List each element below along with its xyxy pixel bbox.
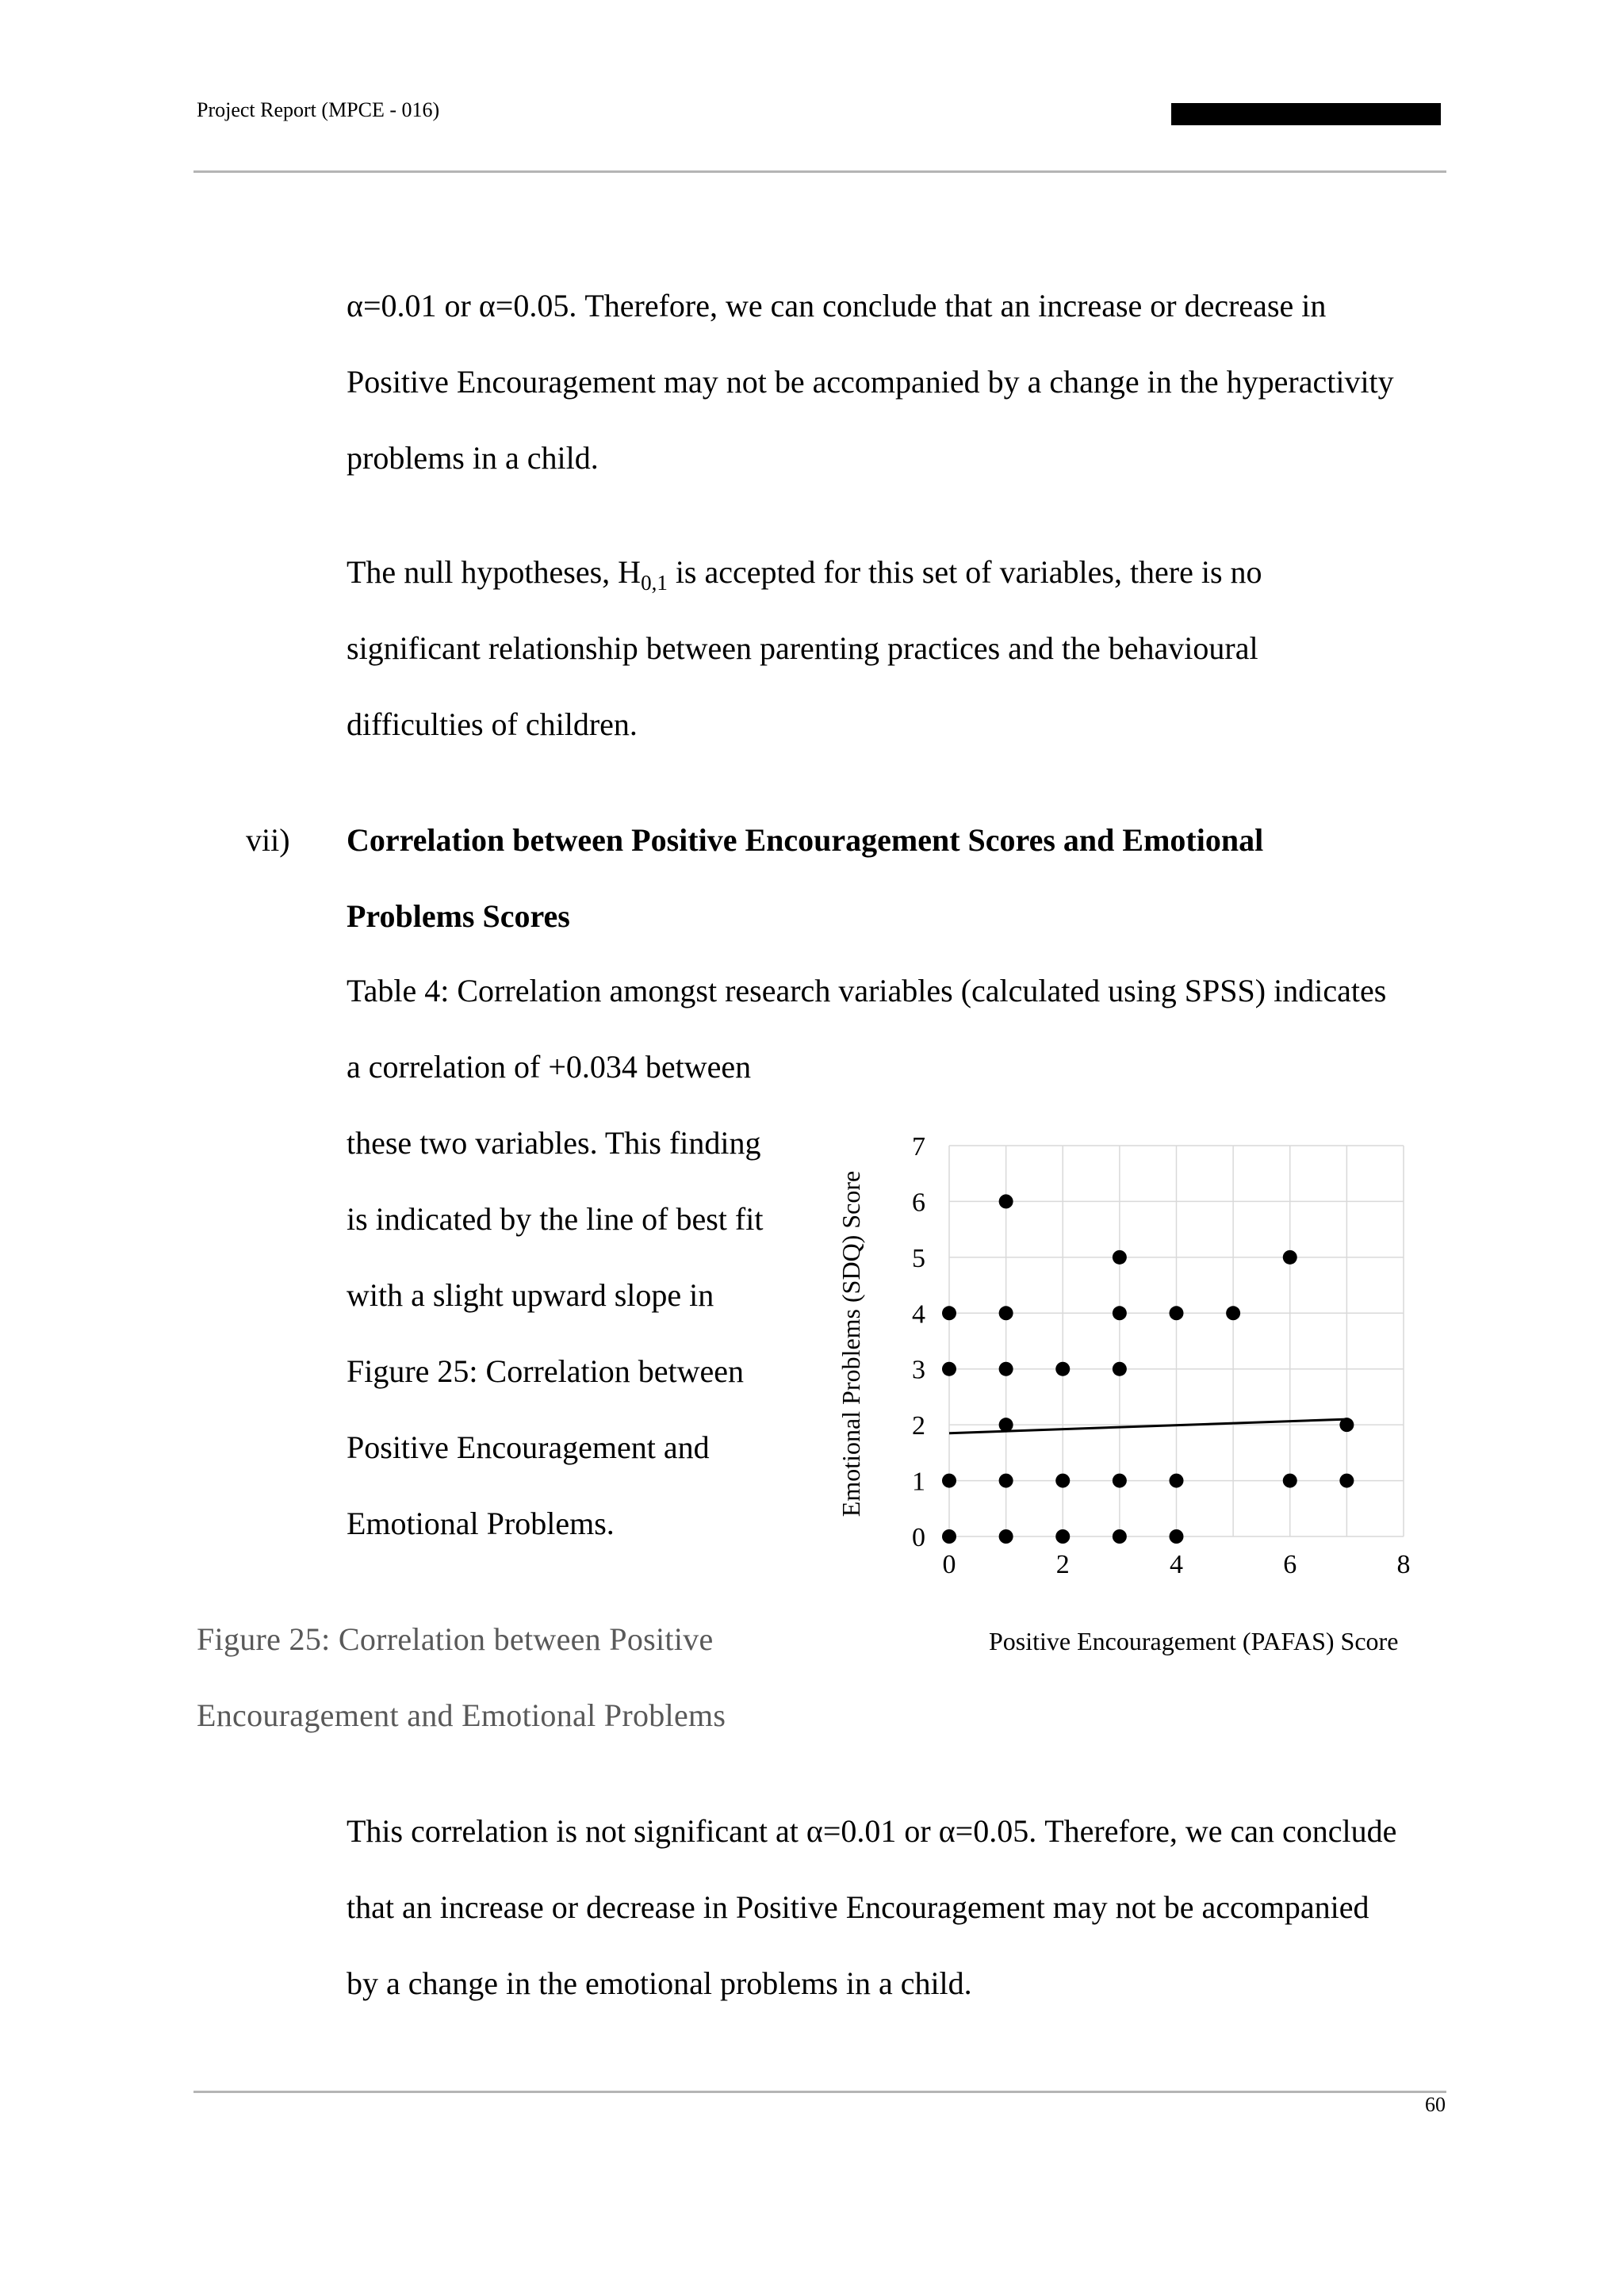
body-line-3: these two variables. This finding (347, 1125, 761, 1161)
data-point (1170, 1529, 1184, 1544)
data-point (1113, 1362, 1127, 1376)
body-line-7: Positive Encouragement and (347, 1429, 710, 1465)
data-point (999, 1194, 1013, 1208)
figure-caption-line-2: Encouragement and Emotional Problems (197, 1697, 726, 1733)
data-point (1113, 1529, 1127, 1544)
x-axis-label: Positive Encouragement (PAFAS) Score (989, 1627, 1399, 1655)
body-line-5: with a slight upward slope in (347, 1277, 714, 1313)
data-point (999, 1474, 1013, 1488)
data-point (1055, 1529, 1070, 1544)
x-tick-label: 4 (1170, 1550, 1183, 1579)
y-tick-label: 7 (912, 1132, 925, 1161)
data-point (1055, 1362, 1070, 1376)
data-point (1339, 1474, 1354, 1488)
null-paragraph-line-1: The null hypotheses, $H_{0,1}$ is accepted for this set of variables, there is no (347, 554, 1262, 595)
conclusion-line-2: that an increase or decrease in Positive Encouragement may not be accompanied (347, 1889, 1369, 1925)
x-tick-label: 2 (1055, 1550, 1070, 1579)
report-header-title: Project Report (MPCE - 016) (197, 98, 440, 121)
x-axis-ticks (943, 1550, 1411, 1579)
y-tick-label: 1 (912, 1467, 925, 1497)
data-point (999, 1306, 1013, 1320)
body-line-6: Figure 25: Correlation between (347, 1353, 744, 1389)
y-axis-ticks (912, 1132, 925, 1552)
data-point (1113, 1250, 1127, 1265)
redaction-bar (1171, 103, 1441, 125)
body-line-8: Emotional Problems. (347, 1506, 615, 1541)
data-point (1113, 1306, 1127, 1320)
null-paragraph-line-3: difficulties of children. (347, 706, 638, 742)
figure-caption-line-1: Figure 25: Correlation between Positive (197, 1621, 714, 1657)
data-point (942, 1306, 956, 1320)
data-point (999, 1529, 1013, 1544)
data-point (1055, 1474, 1070, 1488)
y-tick-label: 3 (912, 1355, 925, 1385)
top-paragraph-line-1: α=0.01 or α=0.05. Therefore, we can conclude that an increase or decrease in (347, 288, 1327, 323)
data-point (1283, 1474, 1297, 1488)
footer-rule (193, 2091, 1446, 2093)
conclusion-line-3: by a change in the emotional problems in a child. (347, 1965, 972, 2001)
x-tick-label: 6 (1283, 1550, 1297, 1579)
data-point (942, 1529, 956, 1544)
section-number: vii) (246, 822, 290, 858)
data-point (942, 1474, 956, 1488)
data-point (999, 1418, 1013, 1432)
top-paragraph-line-2: Positive Encouragement may not be accompanied by a change in the hyperactivity (347, 364, 1394, 400)
data-point (1170, 1306, 1184, 1320)
x-tick-label: 0 (942, 1550, 956, 1579)
y-tick-label: 6 (912, 1188, 925, 1218)
y-tick-label: 4 (912, 1299, 925, 1330)
data-point (1113, 1474, 1127, 1488)
header-rule (193, 170, 1446, 173)
y-axis-label: Emotional Problems (SDQ) Score (837, 1170, 865, 1517)
data-point (1339, 1418, 1354, 1432)
body-line-4: is indicated by the line of best fit (347, 1201, 764, 1237)
body-line-2: a correlation of +0.034 between (347, 1049, 752, 1085)
body-line-1: Table 4: Correlation amongst research variables (calculated using SPSS) indicates (347, 973, 1387, 1008)
data-point (1283, 1250, 1297, 1265)
data-point (999, 1362, 1013, 1376)
x-tick-label: 8 (1396, 1550, 1411, 1579)
y-tick-label: 5 (912, 1243, 925, 1273)
data-point (1226, 1306, 1240, 1320)
data-point (1170, 1474, 1184, 1488)
conclusion-line-1: This correlation is not significant at α=0.01 or α=0.05. Therefore, we can conclude (347, 1813, 1397, 1849)
scatter-chart (825, 1110, 1459, 1665)
top-paragraph-line-3: problems in a child. (347, 440, 599, 476)
null-paragraph-line-2: significant relationship between parenting practices and the behavioural (347, 630, 1258, 666)
y-tick-label: 0 (912, 1523, 925, 1552)
data-point (942, 1362, 956, 1376)
y-tick-label: 2 (912, 1411, 925, 1441)
section-heading-line-1: Correlation between Positive Encouragement Scores and Emotional (347, 822, 1264, 858)
page-number: 60 (1425, 2093, 1446, 2116)
section-heading-line-2: Problems Scores (347, 898, 570, 934)
